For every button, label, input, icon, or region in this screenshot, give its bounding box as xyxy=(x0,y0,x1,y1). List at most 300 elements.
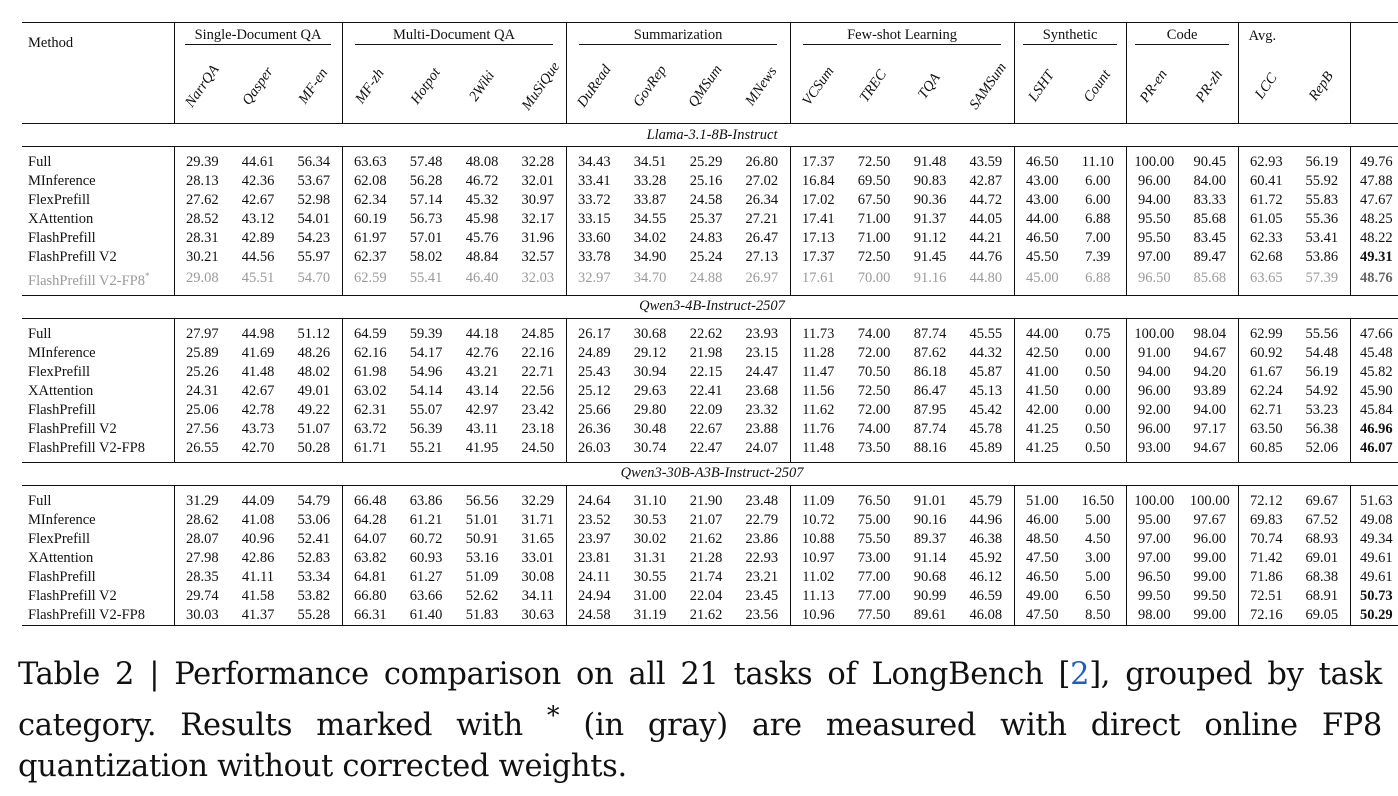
score-cell: 47.50 xyxy=(1014,549,1070,568)
score-cell: 61.27 xyxy=(409,568,443,585)
method-name: FlexPrefill xyxy=(28,363,91,380)
score-cell: 23.93 xyxy=(745,325,779,342)
method-cell xyxy=(22,248,174,267)
score-cell: 93.89 xyxy=(1193,382,1227,399)
score-cell: 16.50 xyxy=(1081,492,1115,509)
score-cell: 28.62 xyxy=(174,511,230,530)
score-cell: 62.93 xyxy=(1238,153,1294,172)
column-label: MF-en xyxy=(295,64,332,107)
score-cell: 48.02 xyxy=(297,363,331,380)
score-cell: 62.71 xyxy=(1238,401,1294,420)
score-cell: 22.79 xyxy=(745,511,779,528)
score-cell: 49.22 xyxy=(297,401,331,418)
score-cell: 61.67 xyxy=(1238,363,1294,382)
score-cell: 74.00 xyxy=(857,420,891,437)
score-cell: 7.39 xyxy=(1085,249,1111,265)
score-cell: 29.12 xyxy=(633,344,667,361)
score-cell: 51.00 xyxy=(1014,492,1070,511)
score-cell: 45.89 xyxy=(969,439,1003,456)
column-label: LSHT xyxy=(1025,67,1059,105)
score-cell: 61.72 xyxy=(1238,191,1294,210)
score-cell: 33.15 xyxy=(566,210,622,229)
table-row xyxy=(22,153,1398,172)
avg-score-cell: 51.63 xyxy=(1350,492,1398,511)
score-cell: 100.00 xyxy=(1126,153,1182,172)
score-cell: 50.91 xyxy=(465,530,499,547)
caption-text-2: ], grouped by task category. Results marked with xyxy=(18,657,1382,744)
avg-score-cell: 48.25 xyxy=(1350,210,1398,229)
score-cell: 42.50 xyxy=(1014,344,1070,363)
column-header xyxy=(790,49,846,124)
score-cell: 90.68 xyxy=(913,568,947,585)
score-cell: 45.92 xyxy=(969,549,1003,566)
score-cell: 33.87 xyxy=(633,192,667,208)
score-cell: 25.29 xyxy=(689,154,723,170)
score-cell: 72.50 xyxy=(857,249,891,265)
column-label: QMSum xyxy=(685,61,726,110)
column-header xyxy=(174,49,230,124)
score-cell: 24.83 xyxy=(689,230,723,246)
group-header xyxy=(174,23,342,50)
table-row xyxy=(22,229,1398,248)
table-row xyxy=(22,363,1398,382)
score-cell: 23.88 xyxy=(745,420,779,437)
score-cell: 90.99 xyxy=(913,587,947,604)
column-label: Hotpot xyxy=(407,64,444,107)
score-cell: 7.00 xyxy=(1085,230,1111,246)
score-cell: 55.36 xyxy=(1305,211,1339,227)
score-cell: 57.14 xyxy=(409,192,443,208)
score-cell: 45.98 xyxy=(465,211,499,227)
score-cell: 22.93 xyxy=(745,549,779,566)
column-header xyxy=(342,49,398,124)
score-cell: 87.95 xyxy=(913,401,947,418)
score-cell: 17.37 xyxy=(790,153,846,172)
score-cell: 25.37 xyxy=(689,211,723,227)
score-cell: 24.31 xyxy=(174,382,230,401)
score-cell: 30.97 xyxy=(521,192,555,208)
score-cell: 87.74 xyxy=(913,325,947,342)
score-cell: 69.05 xyxy=(1305,606,1339,623)
score-cell: 43.21 xyxy=(465,363,499,380)
method-cell xyxy=(22,267,174,291)
method-name: FlashPrefill V2-FP8 xyxy=(28,272,145,289)
score-cell: 88.16 xyxy=(913,439,947,456)
score-cell: 46.40 xyxy=(465,270,499,287)
group-label: Code xyxy=(1135,27,1230,45)
table-row xyxy=(22,606,1398,626)
score-cell: 94.20 xyxy=(1193,363,1227,380)
score-cell: 51.07 xyxy=(297,420,331,437)
score-cell: 72.00 xyxy=(857,401,891,418)
method-cell xyxy=(22,530,174,549)
score-cell: 23.81 xyxy=(566,549,622,568)
score-cell: 44.00 xyxy=(1014,210,1070,229)
score-cell: 34.51 xyxy=(633,154,667,170)
avg-score-cell: 47.66 xyxy=(1350,325,1398,344)
method-name: FlashPrefill xyxy=(28,401,96,418)
score-cell: 51.83 xyxy=(465,606,499,623)
score-cell: 44.96 xyxy=(969,511,1003,528)
table-row xyxy=(22,568,1398,587)
score-cell: 70.50 xyxy=(857,363,891,380)
score-cell: 55.83 xyxy=(1305,192,1339,208)
score-cell: 42.78 xyxy=(241,401,275,418)
score-cell: 43.00 xyxy=(1014,172,1070,191)
score-cell: 66.31 xyxy=(342,606,398,626)
score-cell: 30.08 xyxy=(521,568,555,585)
score-cell: 61.97 xyxy=(342,229,398,248)
method-cell xyxy=(22,325,174,344)
method-name: XAttention xyxy=(28,382,94,399)
table-row xyxy=(22,492,1398,511)
group-header xyxy=(790,23,1014,50)
method-column-header: Method xyxy=(28,35,74,51)
column-label: MNews xyxy=(742,63,781,109)
score-cell: 63.82 xyxy=(342,549,398,568)
score-cell: 56.34 xyxy=(297,154,331,170)
score-cell: 6.50 xyxy=(1085,587,1111,604)
score-cell: 85.68 xyxy=(1193,270,1227,287)
score-cell: 42.87 xyxy=(969,173,1003,189)
score-cell: 21.74 xyxy=(689,568,723,585)
score-cell: 62.24 xyxy=(1238,382,1294,401)
score-cell: 25.16 xyxy=(689,173,723,189)
score-cell: 77.50 xyxy=(857,606,891,623)
score-cell: 24.11 xyxy=(566,568,622,587)
score-cell: 54.48 xyxy=(1305,344,1339,361)
score-cell: 94.67 xyxy=(1193,344,1227,361)
score-cell: 46.00 xyxy=(1014,511,1070,530)
score-cell: 28.52 xyxy=(174,210,230,229)
column-label: Qasper xyxy=(238,63,277,108)
score-cell: 53.34 xyxy=(297,568,331,585)
score-cell: 34.70 xyxy=(633,270,667,287)
score-cell: 54.14 xyxy=(409,382,443,399)
method-name: FlashPrefill V2-FP8 xyxy=(28,439,145,456)
score-cell: 60.41 xyxy=(1238,172,1294,191)
column-label: Count xyxy=(1080,66,1115,105)
score-cell: 91.01 xyxy=(913,492,947,509)
score-cell: 46.59 xyxy=(969,587,1003,604)
score-cell: 41.95 xyxy=(465,439,499,456)
score-cell: 21.98 xyxy=(689,344,723,361)
column-header xyxy=(230,49,286,124)
avg-score-cell: 47.88 xyxy=(1350,172,1398,191)
score-cell: 32.17 xyxy=(521,211,555,227)
score-cell: 61.71 xyxy=(342,439,398,458)
score-cell: 51.01 xyxy=(465,511,499,528)
score-cell: 21.07 xyxy=(689,511,723,528)
score-cell: 31.29 xyxy=(174,492,230,511)
score-cell: 46.50 xyxy=(1014,568,1070,587)
score-cell: 95.00 xyxy=(1126,511,1182,530)
score-cell: 26.36 xyxy=(566,420,622,439)
score-cell: 48.08 xyxy=(465,154,499,170)
score-cell: 33.41 xyxy=(566,172,622,191)
score-cell: 0.00 xyxy=(1085,344,1111,361)
method-cell xyxy=(22,511,174,530)
score-cell: 95.50 xyxy=(1126,229,1182,248)
score-cell: 59.39 xyxy=(409,325,443,342)
score-cell: 60.72 xyxy=(409,530,443,547)
score-cell: 62.34 xyxy=(342,191,398,210)
score-cell: 0.50 xyxy=(1085,439,1111,456)
avg-score-cell: 45.90 xyxy=(1350,382,1398,401)
score-cell: 66.80 xyxy=(342,587,398,606)
score-cell: 28.13 xyxy=(174,172,230,191)
score-cell: 96.00 xyxy=(1126,420,1182,439)
score-cell: 42.36 xyxy=(241,173,275,189)
score-cell: 44.61 xyxy=(241,154,275,170)
group-header-row xyxy=(22,23,1398,50)
score-cell: 83.33 xyxy=(1193,192,1227,208)
score-cell: 41.37 xyxy=(241,606,275,623)
score-cell: 42.89 xyxy=(241,230,275,246)
score-cell: 69.50 xyxy=(857,173,891,189)
score-cell: 21.28 xyxy=(689,549,723,566)
score-cell: 72.16 xyxy=(1238,606,1294,626)
group-header xyxy=(1014,23,1126,50)
score-cell: 89.61 xyxy=(913,606,947,623)
avg-score-cell: 49.76 xyxy=(1350,153,1398,172)
method-cell xyxy=(22,568,174,587)
score-cell: 55.41 xyxy=(409,270,443,287)
score-cell: 6.88 xyxy=(1085,270,1111,287)
score-cell: 71.86 xyxy=(1238,568,1294,587)
score-cell: 43.00 xyxy=(1014,191,1070,210)
score-cell: 73.00 xyxy=(857,549,891,566)
method-cell xyxy=(22,229,174,248)
score-cell: 62.33 xyxy=(1238,229,1294,248)
score-cell: 22.67 xyxy=(689,420,723,437)
score-cell: 10.97 xyxy=(790,549,846,568)
column-label: LCC xyxy=(1251,69,1281,102)
score-cell: 56.56 xyxy=(465,492,499,509)
table-row xyxy=(22,530,1398,549)
score-cell: 49.01 xyxy=(297,382,331,399)
score-cell: 71.00 xyxy=(857,230,891,246)
score-cell: 54.70 xyxy=(297,270,331,287)
avg-score-cell: 49.08 xyxy=(1350,511,1398,530)
score-cell: 32.97 xyxy=(566,267,622,291)
method-name: FlashPrefill V2 xyxy=(28,420,117,437)
score-cell: 46.12 xyxy=(969,568,1003,585)
score-cell: 30.02 xyxy=(633,530,667,547)
score-cell: 56.39 xyxy=(409,420,443,437)
method-cell xyxy=(22,420,174,439)
score-cell: 54.79 xyxy=(297,492,331,509)
score-cell: 55.28 xyxy=(297,606,331,623)
column-label: RepB xyxy=(1305,68,1337,104)
column-label: GovRep xyxy=(629,61,670,110)
score-cell: 57.39 xyxy=(1305,270,1339,287)
score-cell: 56.19 xyxy=(1305,154,1339,170)
score-cell: 34.43 xyxy=(566,153,622,172)
score-cell: 42.86 xyxy=(241,549,275,566)
score-cell: 10.96 xyxy=(790,606,846,626)
score-cell: 44.32 xyxy=(969,344,1003,361)
avg-score-cell: 46.96 xyxy=(1350,420,1398,439)
score-cell: 27.56 xyxy=(174,420,230,439)
score-cell: 42.76 xyxy=(465,344,499,361)
column-label: 2Wiki xyxy=(465,67,498,104)
score-cell: 52.62 xyxy=(465,587,499,604)
score-cell: 30.03 xyxy=(174,606,230,626)
score-cell: 31.31 xyxy=(633,549,667,566)
score-cell: 60.85 xyxy=(1238,439,1294,458)
score-cell: 17.13 xyxy=(790,229,846,248)
score-cell: 24.50 xyxy=(521,439,555,456)
method-name: FlexPrefill xyxy=(28,192,91,208)
column-header xyxy=(454,49,510,124)
score-cell: 24.89 xyxy=(566,344,622,363)
score-cell: 44.76 xyxy=(969,249,1003,265)
score-cell: 4.50 xyxy=(1085,530,1111,547)
score-cell: 45.00 xyxy=(1014,267,1070,291)
avg-score-cell: 45.84 xyxy=(1350,401,1398,420)
score-cell: 52.83 xyxy=(297,549,331,566)
score-cell: 91.45 xyxy=(913,249,947,265)
score-cell: 100.00 xyxy=(1189,492,1230,509)
score-cell: 24.94 xyxy=(566,587,622,606)
score-cell: 28.35 xyxy=(174,568,230,587)
column-header xyxy=(902,49,958,124)
table-row xyxy=(22,439,1398,458)
score-cell: 42.67 xyxy=(241,382,275,399)
score-cell: 60.93 xyxy=(409,549,443,566)
score-cell: 27.97 xyxy=(174,325,230,344)
score-cell: 61.98 xyxy=(342,363,398,382)
score-cell: 34.02 xyxy=(633,230,667,246)
score-cell: 44.21 xyxy=(969,230,1003,246)
score-cell: 100.00 xyxy=(1126,325,1182,344)
score-cell: 45.87 xyxy=(969,363,1003,380)
score-cell: 11.76 xyxy=(790,420,846,439)
score-cell: 74.00 xyxy=(857,325,891,342)
score-cell: 25.24 xyxy=(689,249,723,265)
score-cell: 26.03 xyxy=(566,439,622,458)
score-cell: 26.55 xyxy=(174,439,230,458)
score-cell: 93.00 xyxy=(1126,439,1182,458)
score-cell: 69.01 xyxy=(1305,549,1339,566)
score-cell: 86.18 xyxy=(913,363,947,380)
score-cell: 42.97 xyxy=(465,401,499,418)
method-cell xyxy=(22,191,174,210)
score-cell: 72.51 xyxy=(1238,587,1294,606)
score-cell: 48.50 xyxy=(1014,530,1070,549)
score-cell: 43.73 xyxy=(241,420,275,437)
score-cell: 96.00 xyxy=(1126,172,1182,191)
table-row xyxy=(22,420,1398,439)
group-label: Single-Document QA xyxy=(185,27,331,45)
score-cell: 84.00 xyxy=(1193,173,1227,189)
score-cell: 44.00 xyxy=(1014,325,1070,344)
avg-score-cell: 48.76 xyxy=(1350,267,1398,291)
score-cell: 50.28 xyxy=(297,439,331,456)
score-cell: 49.00 xyxy=(1014,587,1070,606)
method-cell xyxy=(22,344,174,363)
score-cell: 10.88 xyxy=(790,530,846,549)
score-cell: 90.83 xyxy=(913,173,947,189)
column-header-row xyxy=(22,49,1398,124)
score-cell: 53.06 xyxy=(297,511,331,528)
score-cell: 72.00 xyxy=(857,344,891,361)
score-cell: 31.65 xyxy=(521,530,555,547)
score-cell: 45.50 xyxy=(1014,248,1070,267)
model-section-row xyxy=(22,124,1398,147)
score-cell: 24.85 xyxy=(521,325,555,342)
score-cell: 17.02 xyxy=(790,191,846,210)
table-row xyxy=(22,382,1398,401)
score-cell: 55.97 xyxy=(297,249,331,265)
score-cell: 67.50 xyxy=(857,192,891,208)
score-cell: 90.45 xyxy=(1193,154,1227,170)
avg-score-cell: 49.61 xyxy=(1350,568,1398,587)
score-cell: 25.43 xyxy=(566,363,622,382)
score-cell: 53.67 xyxy=(297,173,331,189)
score-cell: 75.50 xyxy=(857,530,891,547)
score-cell: 52.06 xyxy=(1305,439,1339,456)
score-cell: 53.82 xyxy=(297,587,331,604)
score-cell: 10.72 xyxy=(790,511,846,530)
score-cell: 71.00 xyxy=(857,211,891,227)
column-label: VCSum xyxy=(798,63,837,109)
score-cell: 57.48 xyxy=(409,154,443,170)
score-cell: 3.00 xyxy=(1085,549,1111,566)
method-name: FlashPrefill xyxy=(28,230,96,246)
caption-text-1: Table 2 | Performance comparison on all 21 tasks of LongBench [ xyxy=(18,657,1071,692)
score-cell: 23.68 xyxy=(745,382,779,399)
score-cell: 21.62 xyxy=(689,606,723,623)
method-cell xyxy=(22,153,174,172)
column-header xyxy=(510,49,566,124)
column-header xyxy=(622,49,678,124)
score-cell: 55.07 xyxy=(409,401,443,418)
score-cell: 6.00 xyxy=(1085,192,1111,208)
score-cell: 22.62 xyxy=(689,325,723,342)
score-cell: 45.51 xyxy=(241,270,275,287)
score-cell: 97.17 xyxy=(1193,420,1227,437)
score-cell: 53.86 xyxy=(1305,249,1339,265)
score-cell: 23.21 xyxy=(745,568,779,585)
score-cell: 54.23 xyxy=(297,230,331,246)
citation-link[interactable]: 2 xyxy=(1070,657,1090,692)
score-cell: 28.31 xyxy=(174,229,230,248)
score-cell: 42.00 xyxy=(1014,401,1070,420)
score-cell: 32.57 xyxy=(521,249,555,265)
score-cell: 69.67 xyxy=(1305,492,1339,509)
table-row xyxy=(22,587,1398,606)
score-cell: 44.56 xyxy=(241,249,275,265)
score-cell: 77.00 xyxy=(857,568,891,585)
score-cell: 53.41 xyxy=(1305,230,1339,246)
score-cell: 97.00 xyxy=(1126,530,1182,549)
results-table-container xyxy=(22,22,1393,625)
score-cell: 99.50 xyxy=(1193,587,1227,604)
method-name: XAttention xyxy=(28,211,94,227)
score-cell: 26.80 xyxy=(745,154,779,170)
score-cell: 92.00 xyxy=(1126,401,1182,420)
column-header xyxy=(1182,49,1238,124)
model-name: Qwen3-30B-A3B-Instruct-2507 xyxy=(22,462,1398,485)
score-cell: 43.11 xyxy=(465,420,499,437)
score-cell: 24.58 xyxy=(689,192,723,208)
score-cell: 25.06 xyxy=(174,401,230,420)
method-name: FlashPrefill V2-FP8 xyxy=(28,606,145,623)
group-header xyxy=(1126,23,1238,50)
column-header xyxy=(734,49,790,124)
